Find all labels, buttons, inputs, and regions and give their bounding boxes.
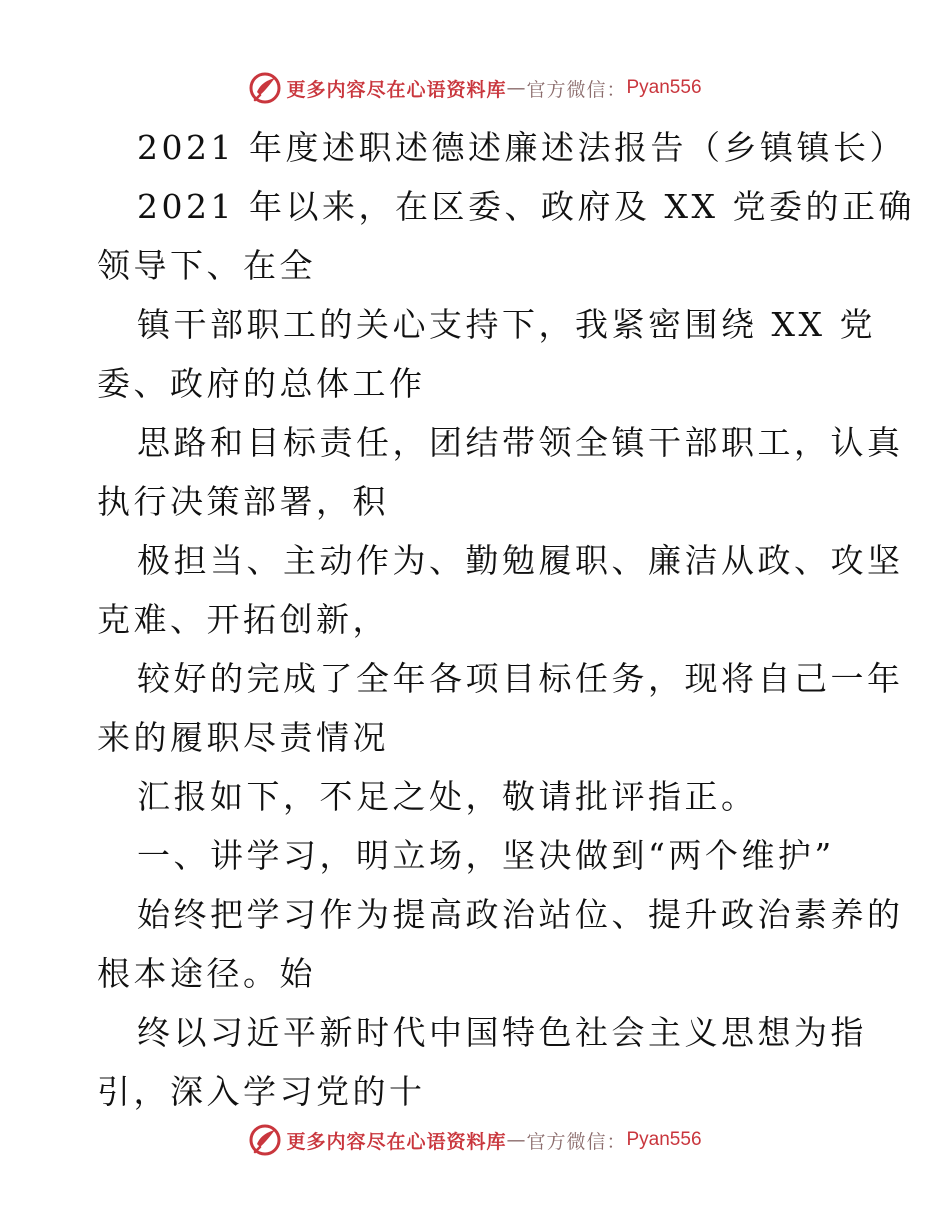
doc-title: 2021 年度述职述德述廉述法报告（乡镇镇长）: [137, 128, 906, 167]
doc-line: 镇干部职工的关心支持下，我紧密围绕 XX 党: [137, 305, 876, 344]
watermark-dash: —: [506, 77, 527, 99]
doc-line: 汇报如下，不足之处，敬请批评指正。: [137, 777, 758, 816]
watermark-brand: 更多内容尽在心语资料库: [286, 1130, 507, 1153]
watermark-brand: 更多内容尽在心语资料库: [286, 78, 507, 101]
section-heading: 一、讲学习，明立场，坚决做到“两个维护”: [137, 836, 835, 875]
doc-line: 极担当、主动作为、勤勉履职、廉洁从政、攻坚: [137, 541, 904, 580]
doc-line: 根本途径。始: [97, 954, 316, 993]
doc-line: 始终把学习作为提高政治站位、提升政治素养的: [137, 895, 904, 934]
doc-line: 委、政府的总体工作: [97, 364, 426, 403]
doc-line: 较好的完成了全年各项目标任务，现将自己一年: [137, 659, 904, 698]
watermark-dash: —: [506, 1129, 527, 1151]
watermark-label: 官方微信：: [526, 1130, 627, 1153]
doc-line: 2021 年以来，在区委、政府及 XX 党委的正确: [137, 187, 915, 226]
watermark-label: 官方微信：: [526, 78, 627, 101]
doc-line: 终以习近平新时代中国特色社会主义思想为指: [137, 1013, 867, 1052]
doc-line: 领导下、在全: [97, 246, 316, 285]
brand-logo-icon: [248, 1123, 282, 1157]
doc-line: 思路和目标责任，团结带领全镇干部职工，认真: [137, 423, 904, 462]
footer-watermark: [0, 1120, 950, 1160]
header-watermark: [0, 68, 950, 108]
document-body: [97, 118, 915, 1121]
watermark-account: Pyan556: [626, 1129, 702, 1150]
doc-line: 执行决策部署，积: [97, 482, 389, 521]
doc-line: 引，深入学习党的十: [97, 1072, 426, 1111]
doc-line: 克难、开拓创新，: [97, 600, 389, 639]
doc-line: 来的履职尽责情况: [97, 718, 389, 757]
watermark-account: Pyan556: [626, 77, 702, 98]
brand-logo-icon: [248, 71, 282, 105]
